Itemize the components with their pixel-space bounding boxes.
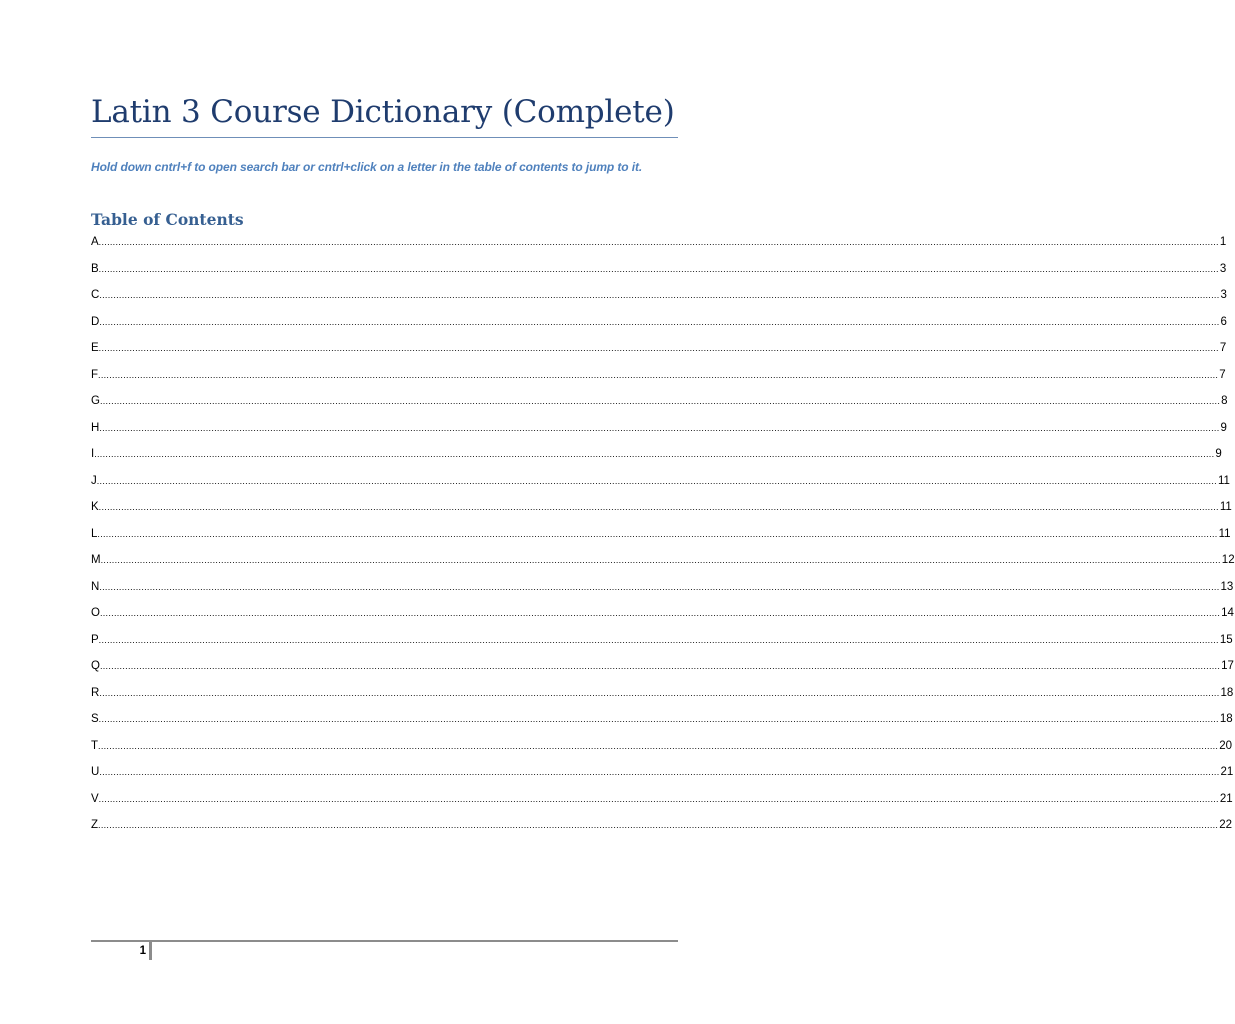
toc-dot-leader: ................................................................................................................................................................................................................................................................................................................................................................................................................	[97, 528, 1218, 539]
toc-entry-n[interactable]	[91, 578, 1234, 605]
toc-dot-leader: ................................................................................................................................................................................................................................................................................................................................................................................................................	[99, 316, 1220, 327]
toc-entry-letter[interactable]: Q	[91, 660, 100, 672]
toc-entry-letter[interactable]: P	[91, 633, 99, 646]
toc-entry-letter[interactable]: V	[91, 792, 99, 805]
footer-rule	[91, 940, 678, 942]
toc-entry-page[interactable]: 22	[1219, 819, 1233, 831]
toc-entry-letter[interactable]: D	[91, 315, 100, 328]
toc-entry-a[interactable]	[91, 233, 1227, 260]
toc-entry-letter[interactable]: M	[91, 554, 101, 566]
toc-dot-leader: ................................................................................................................................................................................................................................................................................................................................................................................................................	[99, 661, 1221, 671]
toc-entry-u[interactable]	[91, 763, 1234, 790]
toc-entry-s[interactable]	[91, 710, 1233, 737]
toc-dot-leader: ................................................................................................................................................................................................................................................................................................................................................................................................................	[98, 237, 1219, 247]
toc-entry-j[interactable]	[91, 472, 1230, 499]
toc-entry-z[interactable]	[91, 816, 1233, 843]
toc-dot-leader: ................................................................................................................................................................................................................................................................................................................................................................................................................	[98, 714, 1219, 724]
toc-dot-leader: ................................................................................................................................................................................................................................................................................................................................................................................................................	[98, 740, 1219, 751]
toc-entry-letter[interactable]: F	[91, 368, 99, 381]
toc-entry-page[interactable]: 18	[1219, 713, 1233, 725]
toc-entry-page[interactable]: 3	[1220, 289, 1227, 301]
toc-dot-leader: ................................................................................................................................................................................................................................................................................................................................................................................................................	[99, 396, 1221, 406]
toc-entry-letter[interactable]: B	[91, 262, 99, 275]
toc-entry-letter[interactable]: T	[91, 739, 99, 752]
toc-dot-leader: ................................................................................................................................................................................................................................................................................................................................................................................................................	[99, 581, 1220, 592]
toc-entry-d[interactable]	[91, 313, 1227, 340]
toc-entry-letter[interactable]: L	[91, 527, 98, 540]
toc-entry-page[interactable]: 3	[1219, 262, 1227, 275]
toc-entry-e[interactable]	[91, 339, 1227, 366]
toc-entry-letter[interactable]: U	[91, 766, 100, 778]
toc-dot-leader: ................................................................................................................................................................................................................................................................................................................................................................................................................	[99, 608, 1221, 618]
toc-entry-l[interactable]	[91, 525, 1231, 552]
toc-dot-leader: ................................................................................................................................................................................................................................................................................................................................................................................................................	[98, 793, 1219, 804]
toc-entry-page[interactable]: 11	[1219, 501, 1232, 513]
toc-entry-letter[interactable]: S	[91, 713, 99, 725]
toc-dot-leader: ................................................................................................................................................................................................................................................................................................................................................................................................................	[99, 422, 1220, 433]
toc-entry-h[interactable]	[91, 419, 1227, 446]
toc-entry-p[interactable]	[91, 631, 1233, 658]
document-title: Latin 3 Course Dictionary (Complete)	[91, 94, 675, 130]
toc-entry-page[interactable]: 7	[1219, 368, 1226, 381]
table-of-contents	[91, 233, 1235, 843]
toc-entry-letter[interactable]: K	[91, 501, 99, 513]
toc-entry-page[interactable]: 21	[1220, 766, 1234, 778]
toc-entry-t[interactable]	[91, 737, 1233, 764]
toc-entry-f[interactable]	[91, 366, 1226, 393]
toc-entry-page[interactable]: 15	[1219, 633, 1233, 646]
toc-dot-leader: ................................................................................................................................................................................................................................................................................................................................................................................................................	[99, 767, 1220, 777]
search-instruction: Hold down cntrl+f to open search bar or cntrl+click on a letter in the table of contents to jump to it.	[91, 160, 643, 174]
toc-dot-leader: ................................................................................................................................................................................................................................................................................................................................................................................................................	[94, 449, 1215, 459]
toc-entry-letter[interactable]: N	[91, 580, 100, 593]
toc-dot-leader: ................................................................................................................................................................................................................................................................................................................................................................................................................	[96, 475, 1217, 486]
toc-entry-letter[interactable]: E	[91, 342, 99, 354]
page-number: 1	[139, 945, 146, 957]
toc-entry-page[interactable]: 9	[1215, 448, 1222, 460]
toc-entry-letter[interactable]: I	[91, 448, 95, 460]
toc-dot-leader: ................................................................................................................................................................................................................................................................................................................................................................................................................	[99, 687, 1220, 698]
toc-entry-page[interactable]: 17	[1221, 660, 1234, 672]
toc-entry-letter[interactable]: H	[91, 421, 100, 434]
toc-dot-leader: ................................................................................................................................................................................................................................................................................................................................................................................................................	[98, 820, 1219, 830]
toc-entry-k[interactable]	[91, 498, 1232, 525]
toc-entry-page[interactable]: 20	[1219, 739, 1233, 752]
title-underline	[91, 137, 678, 138]
toc-entry-letter[interactable]: A	[91, 236, 99, 248]
toc-dot-leader: ................................................................................................................................................................................................................................................................................................................................................................................................................	[98, 263, 1219, 274]
toc-entry-o[interactable]	[91, 604, 1234, 631]
toc-entry-v[interactable]	[91, 790, 1233, 817]
toc-dot-leader: ................................................................................................................................................................................................................................................................................................................................................................................................................	[98, 369, 1219, 380]
toc-entry-letter[interactable]: O	[91, 607, 100, 619]
toc-entry-i[interactable]	[91, 445, 1222, 472]
toc-dot-leader: ................................................................................................................................................................................................................................................................................................................................................................................................................	[100, 555, 1221, 565]
toc-dot-leader: ................................................................................................................................................................................................................................................................................................................................................................................................................	[98, 634, 1219, 645]
toc-entry-page[interactable]: 6	[1220, 315, 1227, 328]
toc-entry-q[interactable]	[91, 657, 1234, 684]
toc-entry-letter[interactable]: G	[91, 395, 100, 407]
toc-entry-page[interactable]: 13	[1220, 580, 1234, 593]
toc-dot-leader: ................................................................................................................................................................................................................................................................................................................................................................................................................	[98, 343, 1219, 353]
toc-entry-page[interactable]: 18	[1220, 686, 1234, 699]
toc-entry-r[interactable]	[91, 684, 1234, 711]
toc-entry-page[interactable]: 9	[1220, 421, 1227, 434]
toc-entry-letter[interactable]: Z	[91, 819, 99, 831]
toc-entry-c[interactable]	[91, 286, 1227, 313]
toc-dot-leader: ................................................................................................................................................................................................................................................................................................................................................................................................................	[99, 290, 1220, 300]
toc-entry-page[interactable]: 11	[1218, 527, 1231, 540]
toc-entry-page[interactable]: 7	[1219, 342, 1227, 354]
toc-entry-m[interactable]	[91, 551, 1235, 578]
toc-entry-page[interactable]: 11	[1217, 474, 1230, 487]
page-number-separator	[149, 942, 152, 960]
toc-entry-page[interactable]: 12	[1221, 554, 1235, 566]
toc-entry-page[interactable]: 21	[1219, 792, 1233, 805]
toc-entry-g[interactable]	[91, 392, 1228, 419]
toc-dot-leader: ................................................................................................................................................................................................................................................................................................................................................................................................................	[98, 502, 1219, 512]
toc-entry-page[interactable]: 1	[1219, 236, 1227, 248]
toc-heading: Table of Contents	[91, 210, 244, 229]
toc-entry-page[interactable]: 14	[1221, 607, 1234, 619]
toc-entry-b[interactable]	[91, 260, 1227, 287]
toc-entry-page[interactable]: 8	[1221, 395, 1228, 407]
toc-entry-letter[interactable]: C	[91, 289, 100, 301]
toc-entry-letter[interactable]: R	[91, 686, 100, 699]
toc-entry-letter[interactable]: J	[91, 474, 97, 487]
